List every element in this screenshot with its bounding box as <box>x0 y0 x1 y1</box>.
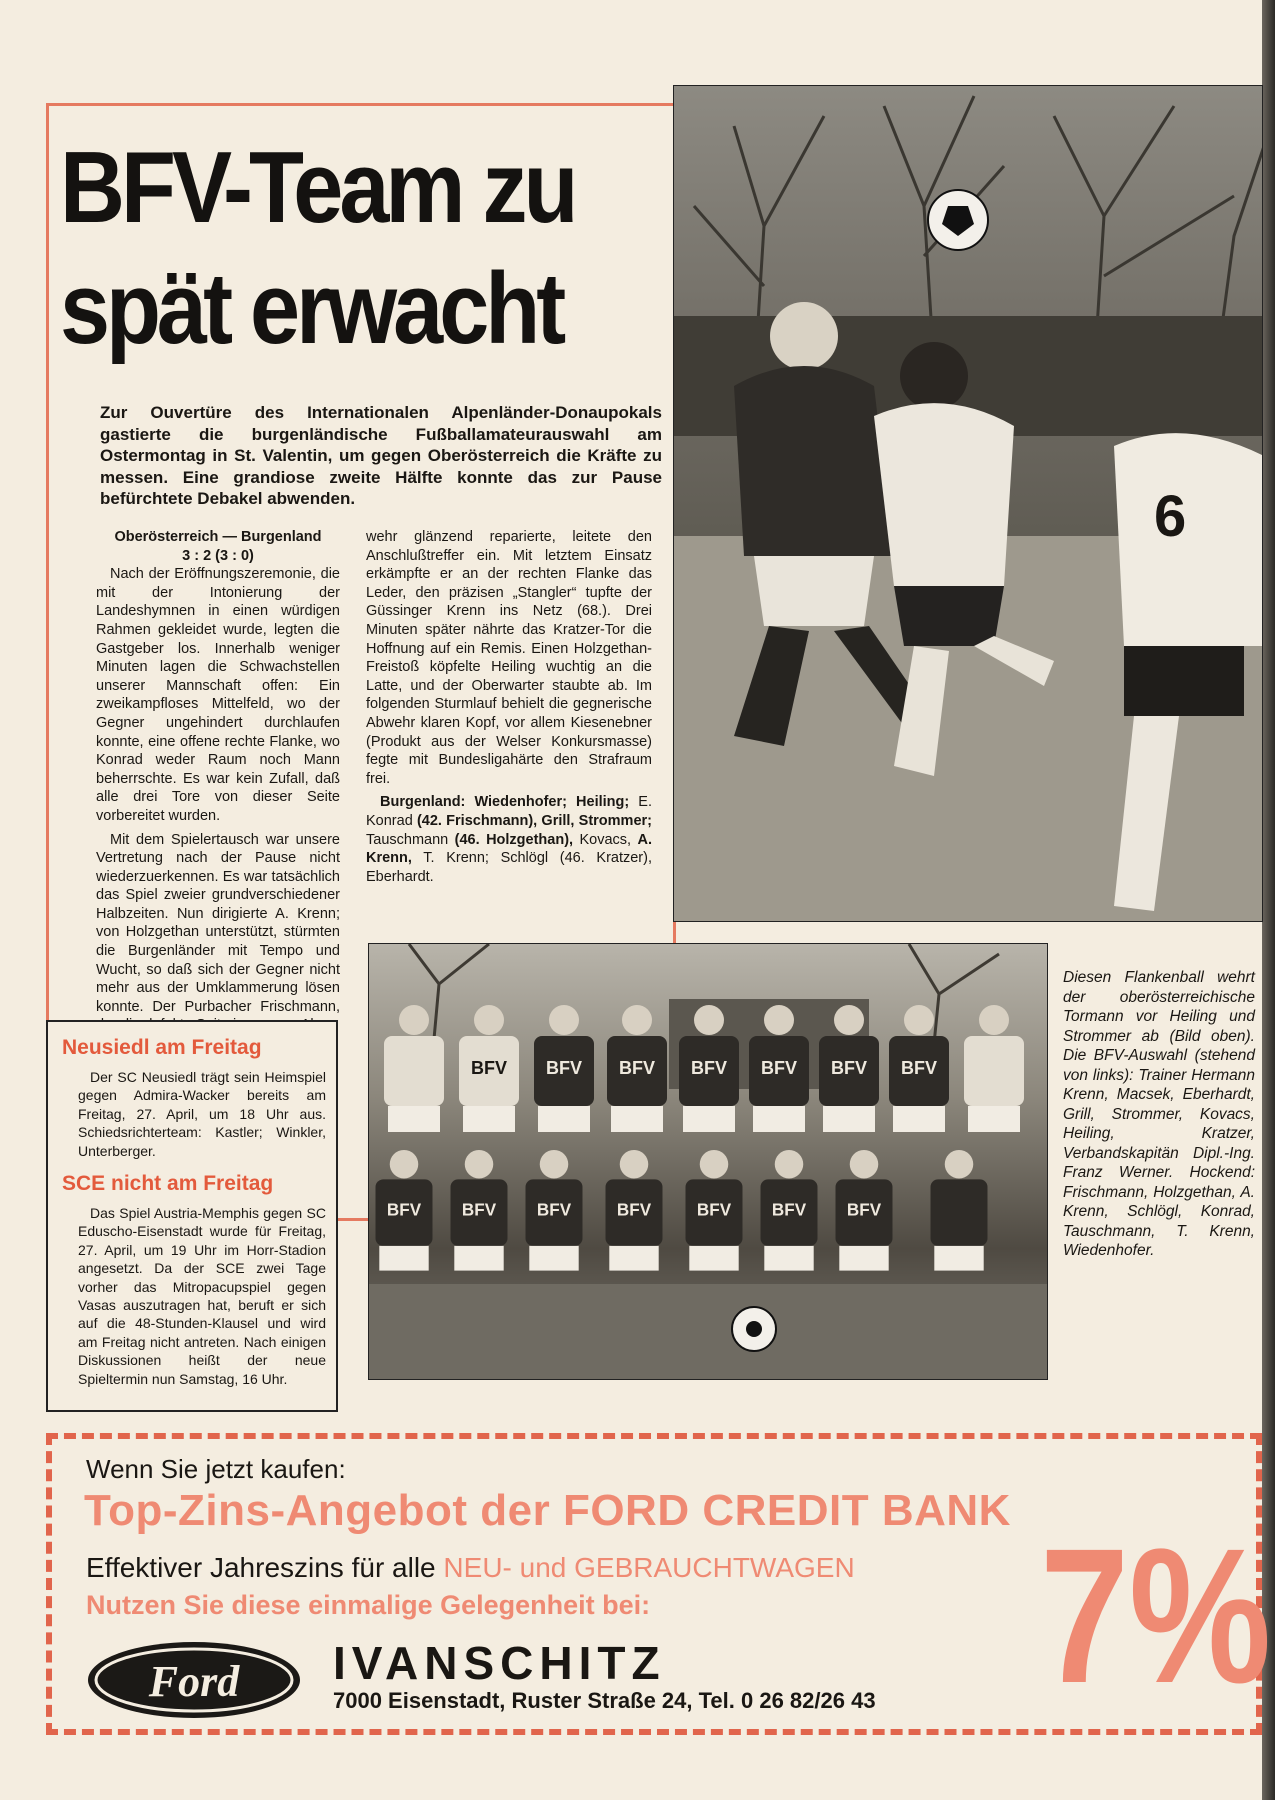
article-paragraph-2: Mit dem Spielertausch war unsere Vertretung nach der Pause nicht wiederzuerkennen. Es war tatsächlich das Spiel zweier grundverschiedener Halbzeiten. Nun dirigierte A. Krenn; von Holzgethan unterstützt, stürmten die Burgenländer mit Tempo und Wucht, so daß sich der Gegner nicht mehr aus der Umklammerung lösen konnte. Der Purbacher Frischmann, <box>96 831 340 1015</box>
match-photo <box>673 85 1263 922</box>
back-row-players <box>384 1005 1024 1132</box>
grass <box>369 1284 1048 1380</box>
ad-percent: 7% <box>1040 1508 1272 1723</box>
lineup-bold: Burgenland: Wiedenhofer; Heiling; <box>380 794 630 811</box>
jersey-text: BFV <box>616 1200 652 1220</box>
article-paragraph-3: wehr glänzend reparierte, leitete den Anschlußtreffer ein. Mit letztem Einsatz erkämpfte er an der rechten Flanke das Leder, den präzisen „Stangler“ tupfte der Güssinger Krenn ins Netz (68.). Drei Minuten später nährte das Kratzer-Tor die Hoffnung auf ein Remis. Einen Holzgethan-Freistoß köpfelte Heiling wuchtig an die Latte, und der Oberwarter staubte ab. Im folgenden Sturmlauf behielt die gegnerische Abwehr klaren Kopf, vor allem Kiesenebner (Produkt aus der Welser Konkursmasse) fegte mit Bundesligahärte den Strafraum frei. <box>366 529 652 787</box>
jersey-text: BFV <box>691 1058 727 1078</box>
back-row-player <box>459 1005 519 1132</box>
jersey-text: BFV <box>761 1058 797 1078</box>
front-row-player <box>686 1150 743 1271</box>
ad-headline: Wenn Sie jetzt kaufen: <box>86 1454 346 1484</box>
jersey-text: BFV <box>831 1058 867 1078</box>
jersey-text: BFV <box>619 1058 655 1078</box>
jersey-text: BFV <box>696 1200 732 1220</box>
news-text-neusiedl: Der SC Neusiedl trägt sein Heimspiel gegen Admira-Wacker bereits am Freitag, 27. April, um 18 Uhr aus. Schiedsrichterteam: Kastler; Winkler, Unterberger. <box>78 1069 326 1159</box>
ad-rate-line <box>86 1552 855 1584</box>
dealer-address: 7000 Eisenstadt, Ruster Straße 24, Tel. 0 26 82/26 43 <box>333 1688 876 1713</box>
article-column-left <box>96 528 340 1040</box>
ad-cta: Nutzen Sie diese einmalige Gelegenheit bei: <box>86 1590 651 1620</box>
jersey-text: BFV <box>471 1058 507 1078</box>
lineup-part-3: Kovacs, <box>573 831 638 848</box>
photo-caption: Diesen Flankenball wehrt der oberösterreichische Tormann vor Heiling und Strommer ab (Bild oben). Die BFV-Auswahl (stehend von links): Trainer Hermann Krenn, Macsek, Eberhardt, Grill, Strommer, Kovacs, Heiling, Kratzer, Verbandskapitän Dipl.-Ing. Franz Werner. Hockend: Frischmann, Holzgethan, A. Krenn, Schlögl, Konrad, Tauschmann, T. Krenn, Wiedenhofer. <box>1063 969 1255 1259</box>
lineup-part-2: Tauschmann <box>366 831 455 848</box>
team-photo <box>368 943 1048 1380</box>
match-photo-illustration <box>674 86 1263 922</box>
ford-logo-icon <box>84 1638 304 1722</box>
headline <box>60 128 660 370</box>
jersey-text: BFV <box>461 1200 497 1220</box>
front-row-player <box>761 1150 818 1271</box>
headline-line-2: spät erwacht <box>60 253 563 366</box>
front-row-players <box>376 1150 988 1271</box>
front-row-player <box>526 1150 583 1271</box>
back-row-player <box>889 1005 949 1132</box>
lineup-part-1-bold: (42. Frischmann), Grill, Strommer; <box>416 812 652 829</box>
team-photo-illustration <box>369 944 1048 1380</box>
article-paragraph-1: Nach der Eröffnungszeremonie, die mit der Intonierung der Landeshymnen in einen würdigen Rahmen gekleidet wurde, legten die Gastgeber los. Innerhalb weniger Minuten lagen die Schwachstellen unserer Mannschaft offen: Ein zweikampfloses Mittelfeld, wo der Gegner ungehindert durchlaufen konnte, eine offene rechte Flanke, wo Konrad weder Raum noch Mann beherrschte. Es war kein Zufall, daß alle drei Tore von dieser Seite vorbereitet wurden. <box>96 566 340 824</box>
front-row-player <box>606 1150 663 1271</box>
back-row-player <box>964 1005 1024 1132</box>
jersey-text: BFV <box>546 1058 582 1078</box>
lineup-paragraph <box>366 793 652 886</box>
front-row-player <box>451 1150 508 1271</box>
match-heading <box>96 528 340 565</box>
news-title-neusiedl: Neusiedl am Freitag <box>62 1036 262 1059</box>
headline-line-1: BFV-Team zu <box>60 132 575 245</box>
jersey-text: BFV <box>771 1200 807 1220</box>
team-ball-patch <box>746 1321 762 1337</box>
lineup-part-3-bold: A. Krenn, <box>366 831 652 867</box>
match-score: 3 : 2 (3 : 0) <box>182 547 254 564</box>
lineup-part-2-bold: (46. Holzgethan), <box>454 831 574 848</box>
lead-paragraph: Zur Ouvertüre des Internationalen Alpenländer-Donaupokals gastierte die burgenländische Fußballamateurauswahl am Ostermontag in St. Valentin, um gegen Oberösterreich die Kräfte zu messen. Eine grandiose zweite Hälfte konnte das zur Pause befürchtete Debakel abwenden. <box>100 403 662 508</box>
match-teams: Oberösterreich — Burgenland <box>114 529 322 545</box>
article-column-middle <box>366 528 652 891</box>
jersey-text: BFV <box>846 1200 882 1220</box>
lineup-part-1: E. Konrad <box>366 794 652 829</box>
shirt-number: 6 <box>1154 484 1187 549</box>
ford-logo-text: Ford <box>148 1657 240 1706</box>
front-row-player <box>931 1150 988 1271</box>
lineup-part-4: T. Krenn; Schlögl (46. Kratzer), Eberhardt. <box>366 850 652 885</box>
ad-rate-highlight: NEU- und GEBRAUCHTWAGEN <box>443 1552 855 1583</box>
front-row-player <box>376 1150 433 1271</box>
news-title-sce: SCE nicht am Freitag <box>62 1172 274 1195</box>
jersey-text: BFV <box>901 1058 937 1078</box>
back-row-player <box>607 1005 667 1132</box>
front-row-player <box>836 1150 893 1271</box>
news-box <box>46 1020 338 1412</box>
back-row-player <box>534 1005 594 1132</box>
jersey-text: BFV <box>536 1200 572 1220</box>
news-text-sce: Das Spiel Austria-Memphis gegen SC Eduscho-Eisenstadt wurde für Freitag, 27. April, um 19 Uhr im Horr-Stadion angesetzt. Da der SCE zwei Tage vorher das Mitropacupspiel gegen Vasas auszutragen hat, beruft er sich auf die 48-Stunden-Klausel und wird am Freitag nicht antreten. Nach einigen Diskussionen heißt der neue Spieltermin nun Samstag, 16 Uhr. <box>78 1205 326 1387</box>
ad-rate-prefix: Effektiver Jahreszins für alle <box>86 1552 444 1583</box>
dealer-name: IVANSCHITZ <box>333 1637 666 1689</box>
ad-offer: Top-Zins-Angebot der FORD CREDIT BANK <box>84 1486 1011 1535</box>
jersey-text: BFV <box>386 1200 422 1220</box>
